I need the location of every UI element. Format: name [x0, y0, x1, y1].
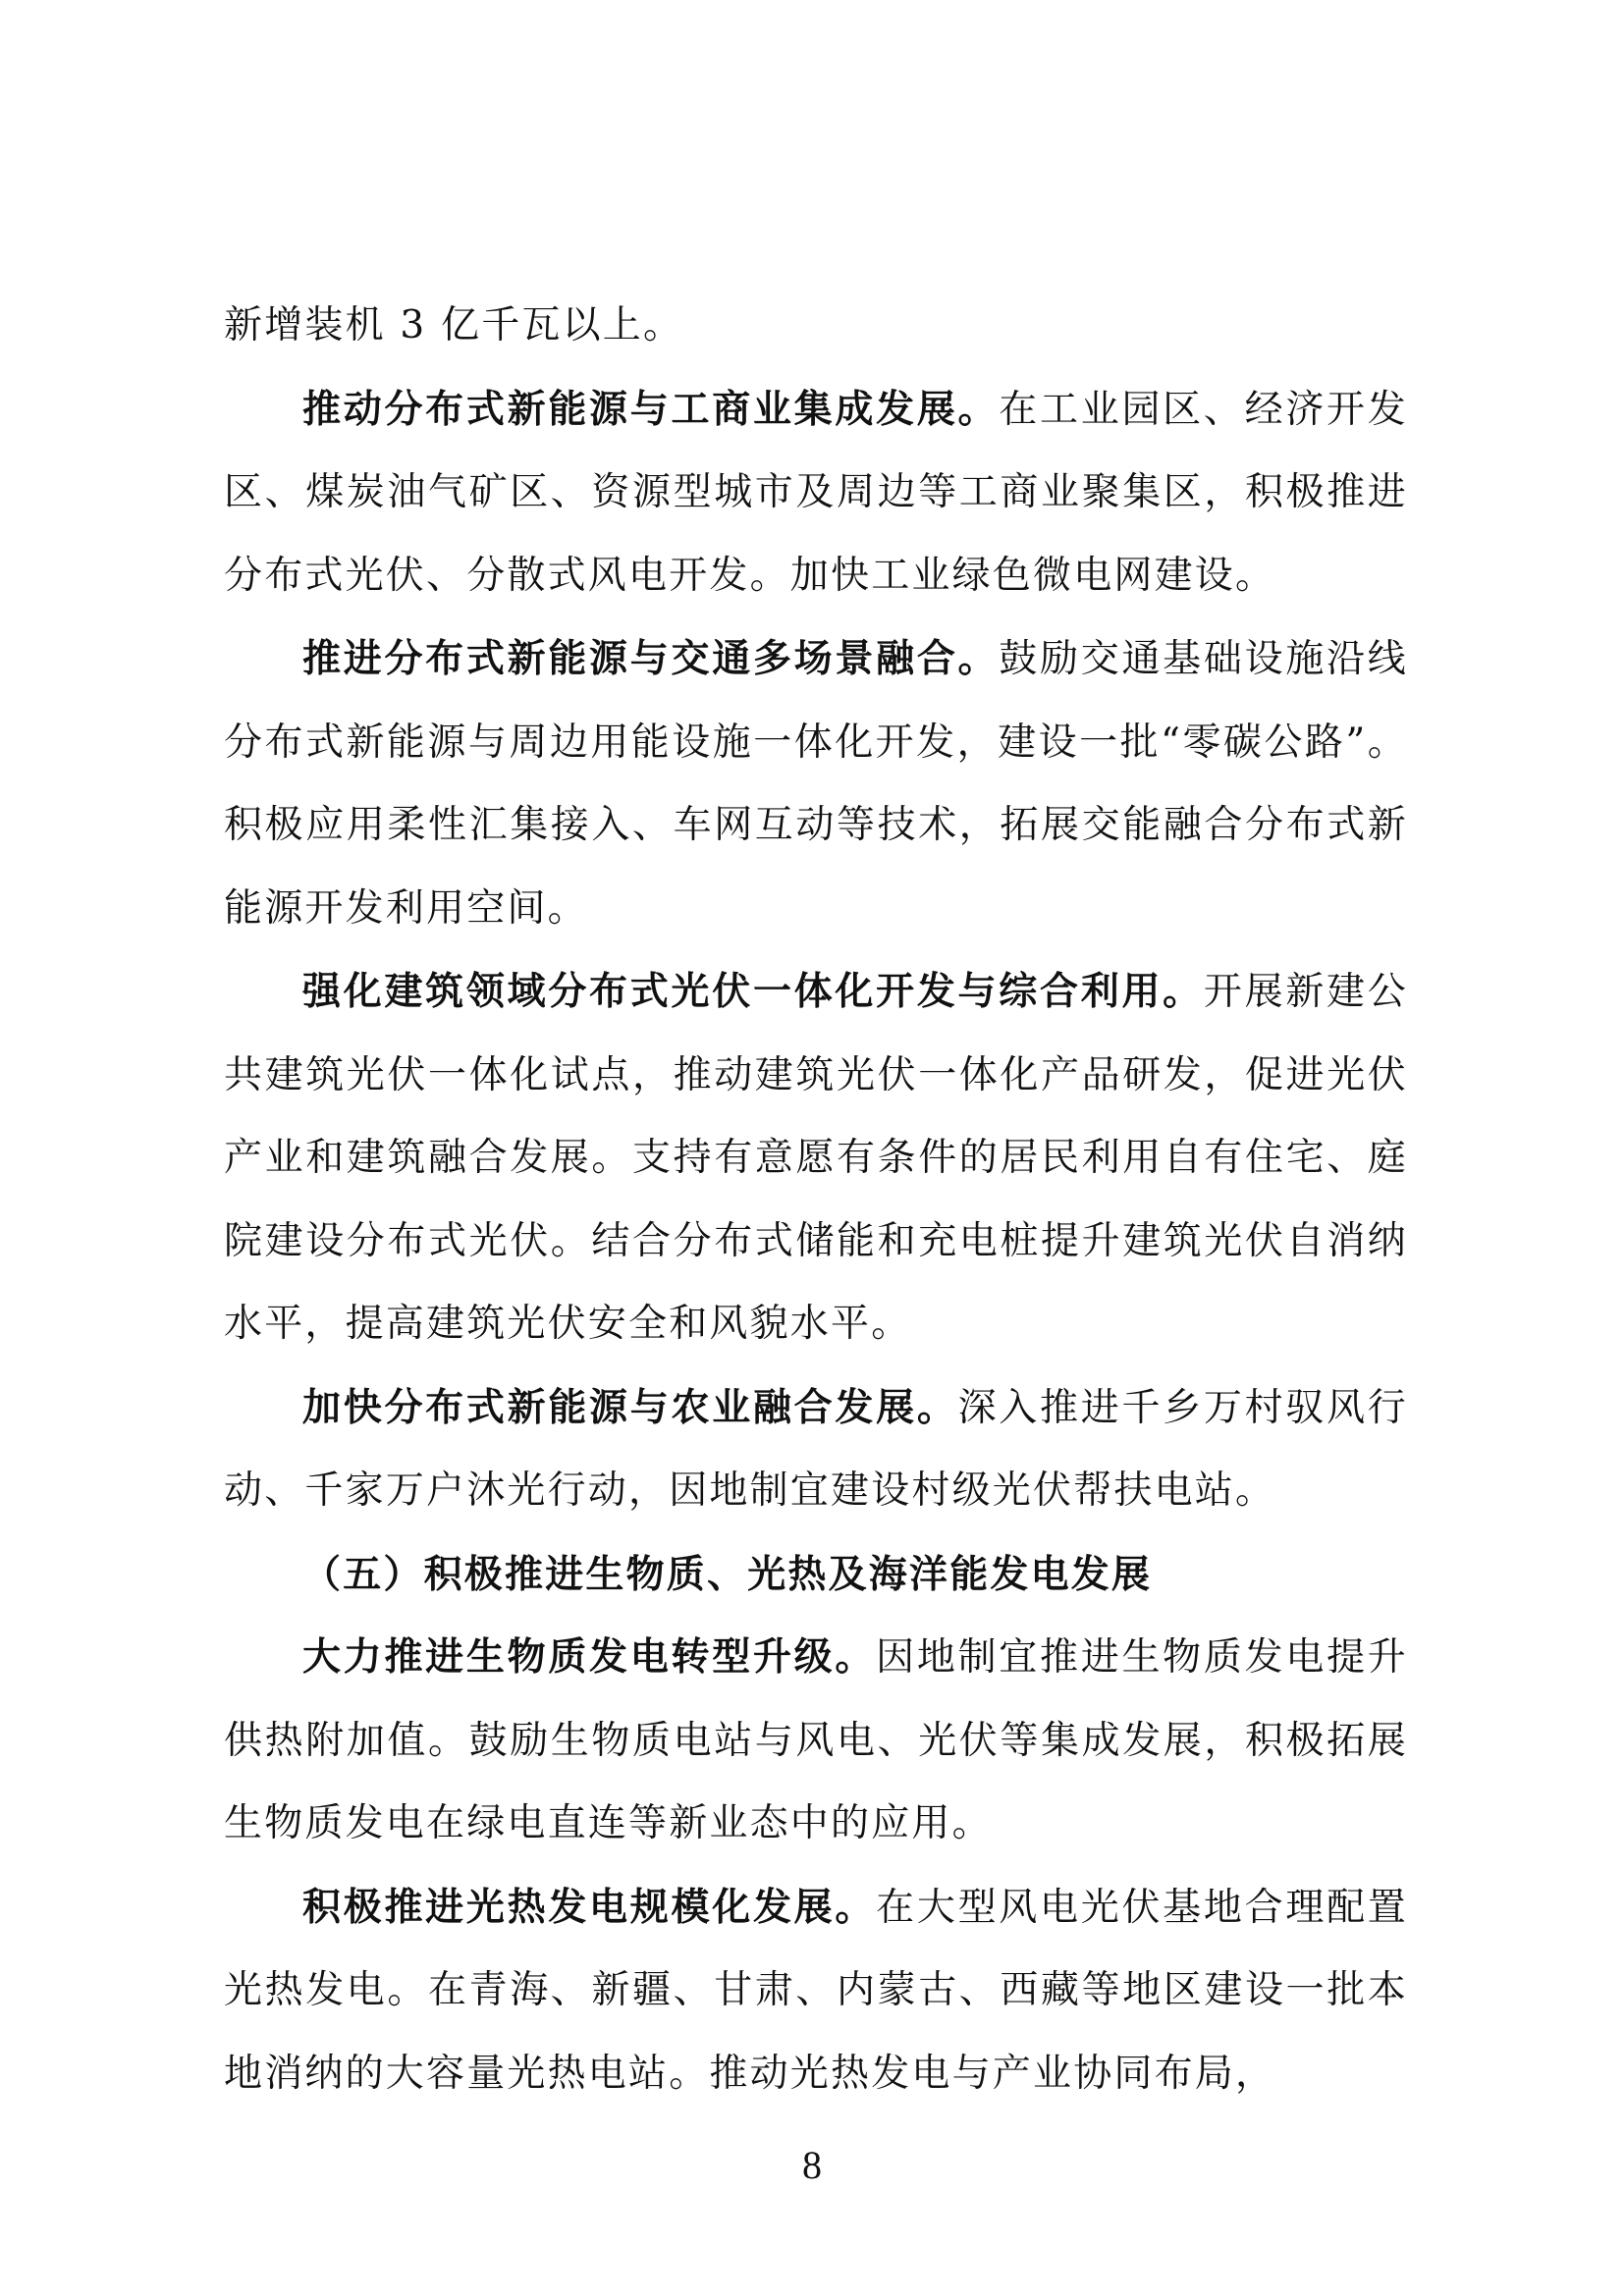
paragraph-lead: 强化建筑领域分布式光伏一体化开发与综合利用。	[302, 969, 1204, 1014]
paragraph-transport	[224, 617, 1408, 950]
paragraph-text: 在工业园区、经济开发区、煤炭油气矿区、资源型城市及周边等工商业聚集区，积极推进分布式光伏、分散式风电开发。加快工业绿色微电网建设。	[224, 387, 1408, 598]
paragraph-solar-thermal	[224, 1866, 1408, 2116]
document-body	[224, 285, 1408, 2115]
section-heading: （五）积极推进生物质、光热及海洋能发电发展	[302, 1551, 1153, 1597]
paragraph-lead: 加快分布式新能源与农业融合发展。	[302, 1384, 958, 1430]
paragraph-text: 鼓励交通基础设施沿线分布式新能源与周边用能设施一体化开发，建设一批“零碳公路”。积极应用柔性汇集接入、车网互动等技术，拓展交能融合分布式新能源开发利用空间。	[224, 637, 1408, 931]
paragraph-lead: 推动分布式新能源与工商业集成发展。	[302, 386, 1000, 432]
paragraph-agriculture	[224, 1366, 1408, 1533]
paragraph-buildings	[224, 950, 1408, 1366]
paragraph-text: 深入推进千乡万村驭风行动、千家万户沐光行动，因地制宜建设村级光伏帮扶电站。	[224, 1385, 1409, 1513]
paragraph-lead: 推进分布式新能源与交通多场景融合。	[302, 636, 1000, 681]
paragraph-text: 新增装机 3 亿千瓦以上。	[224, 303, 684, 347]
paragraph-text: 因地制宜推进生物质发电提升供热附加值。鼓励生物质电站与风电、光伏等集成发展，积极拓展生物质发电在绿电直连等新业态中的应用。	[224, 1635, 1408, 1845]
paragraph-commercial-industrial	[224, 368, 1408, 618]
paragraph-continuation	[224, 285, 1408, 368]
paragraph-text: 在大型风电光伏基地合理配置光热发电。在青海、新疆、甘肃、内蒙古、西藏等地区建设一批本地消纳的大容量光热电站。推动光热发电与产业协同布局，	[224, 1885, 1408, 2096]
paragraph-text: 开展新建公共建筑光伏一体化试点，推动建筑光伏一体化产品研发，促进光伏产业和建筑融合发展。支持有意愿有条件的居民利用自有住宅、庭院建设分布式光伏。结合分布式储能和充电桩提升建筑光伏自消纳水平，提高建筑光伏安全和风貌水平。	[224, 970, 1408, 1346]
paragraph-lead: 积极推进光热发电规模化发展。	[302, 1884, 877, 1930]
paragraph-lead: 大力推进生物质发电转型升级。	[302, 1634, 877, 1680]
page-number: 8	[802, 2143, 822, 2187]
paragraph-biomass	[224, 1616, 1408, 1866]
